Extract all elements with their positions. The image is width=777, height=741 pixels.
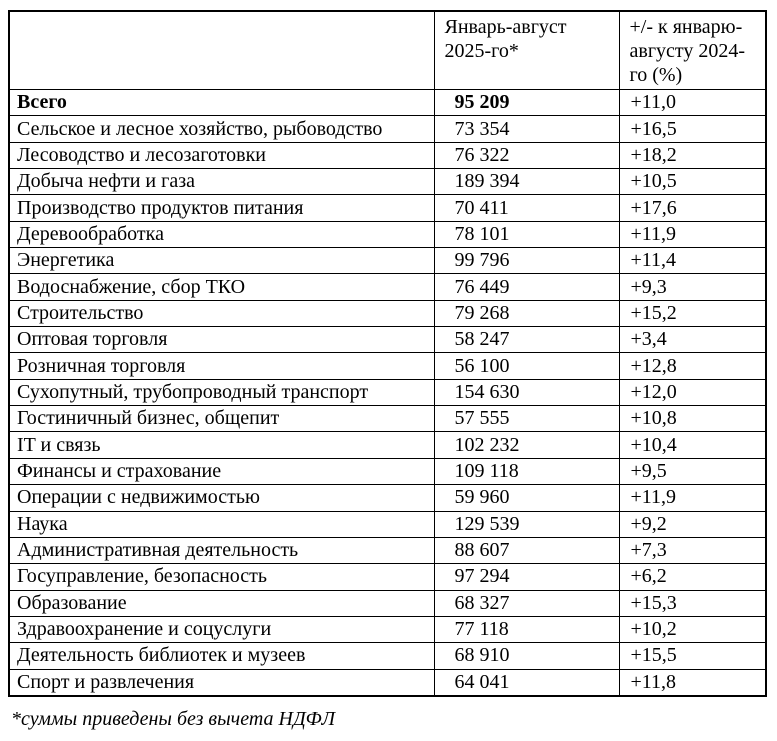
row-change-value: +10,4 bbox=[619, 432, 766, 458]
row-industry-label: Добыча нефти и газа bbox=[9, 169, 434, 195]
table-row bbox=[9, 169, 766, 195]
row-salary-value: 95 209 bbox=[434, 90, 619, 116]
row-change-value: +9,2 bbox=[619, 511, 766, 537]
header-change: +/- к январю-августу 2024-го (%) bbox=[619, 11, 766, 90]
header-industry bbox=[9, 11, 434, 90]
row-change-value: +9,3 bbox=[619, 274, 766, 300]
row-industry-label: Деятельность библиотек и музеев bbox=[9, 643, 434, 669]
table-row bbox=[9, 669, 766, 696]
row-change-value: +11,0 bbox=[619, 90, 766, 116]
row-salary-value: 129 539 bbox=[434, 511, 619, 537]
table-body bbox=[9, 90, 766, 696]
table-row bbox=[9, 485, 766, 511]
table-row bbox=[9, 458, 766, 484]
row-salary-value: 99 796 bbox=[434, 248, 619, 274]
row-salary-value: 64 041 bbox=[434, 669, 619, 696]
row-industry-label: Наука bbox=[9, 511, 434, 537]
row-industry-label: Спорт и развлечения bbox=[9, 669, 434, 696]
table-row bbox=[9, 274, 766, 300]
table-row bbox=[9, 353, 766, 379]
row-industry-label: Операции с недвижимостью bbox=[9, 485, 434, 511]
row-salary-value: 109 118 bbox=[434, 458, 619, 484]
table-row bbox=[9, 564, 766, 590]
row-salary-value: 68 910 bbox=[434, 643, 619, 669]
table-row bbox=[9, 142, 766, 168]
row-industry-label: IT и связь bbox=[9, 432, 434, 458]
table-row bbox=[9, 221, 766, 247]
row-change-value: +9,5 bbox=[619, 458, 766, 484]
row-salary-value: 76 449 bbox=[434, 274, 619, 300]
row-salary-value: 78 101 bbox=[434, 221, 619, 247]
row-change-value: +7,3 bbox=[619, 537, 766, 563]
row-salary-value: 88 607 bbox=[434, 537, 619, 563]
row-industry-label: Сухопутный, трубопроводный транспорт bbox=[9, 379, 434, 405]
row-industry-label: Сельское и лесное хозяйство, рыбоводство bbox=[9, 116, 434, 142]
row-change-value: +18,2 bbox=[619, 142, 766, 168]
row-change-value: +11,8 bbox=[619, 669, 766, 696]
header-row bbox=[9, 11, 766, 90]
row-salary-value: 79 268 bbox=[434, 300, 619, 326]
table-row bbox=[9, 643, 766, 669]
row-change-value: +15,2 bbox=[619, 300, 766, 326]
row-salary-value: 189 394 bbox=[434, 169, 619, 195]
row-change-value: +3,4 bbox=[619, 327, 766, 353]
row-salary-value: 102 232 bbox=[434, 432, 619, 458]
row-industry-label: Здравоохранение и соцуслуги bbox=[9, 616, 434, 642]
table-row bbox=[9, 616, 766, 642]
row-salary-value: 56 100 bbox=[434, 353, 619, 379]
table-row bbox=[9, 537, 766, 563]
row-industry-label: Гостиничный бизнес, общепит bbox=[9, 406, 434, 432]
row-change-value: +10,5 bbox=[619, 169, 766, 195]
row-change-value: +11,9 bbox=[619, 485, 766, 511]
row-change-value: +10,2 bbox=[619, 616, 766, 642]
row-change-value: +15,5 bbox=[619, 643, 766, 669]
table-row bbox=[9, 195, 766, 221]
row-salary-value: 68 327 bbox=[434, 590, 619, 616]
table-row bbox=[9, 327, 766, 353]
row-salary-value: 57 555 bbox=[434, 406, 619, 432]
row-industry-label: Строительство bbox=[9, 300, 434, 326]
row-industry-label: Оптовая торговля bbox=[9, 327, 434, 353]
row-industry-label: Деревообработка bbox=[9, 221, 434, 247]
row-industry-label: Энергетика bbox=[9, 248, 434, 274]
row-salary-value: 97 294 bbox=[434, 564, 619, 590]
table-row bbox=[9, 248, 766, 274]
row-industry-label: Водоснабжение, сбор ТКО bbox=[9, 274, 434, 300]
table-row bbox=[9, 511, 766, 537]
row-change-value: +10,8 bbox=[619, 406, 766, 432]
table-row bbox=[9, 406, 766, 432]
row-industry-label: Розничная торговля bbox=[9, 353, 434, 379]
row-industry-label: Производство продуктов питания bbox=[9, 195, 434, 221]
row-change-value: +11,4 bbox=[619, 248, 766, 274]
row-salary-value: 59 960 bbox=[434, 485, 619, 511]
row-salary-value: 76 322 bbox=[434, 142, 619, 168]
table-row bbox=[9, 379, 766, 405]
row-change-value: +15,3 bbox=[619, 590, 766, 616]
row-industry-label: Финансы и страхование bbox=[9, 458, 434, 484]
row-change-value: +12,0 bbox=[619, 379, 766, 405]
row-change-value: +12,8 bbox=[619, 353, 766, 379]
table-row bbox=[9, 432, 766, 458]
table-header bbox=[9, 11, 766, 90]
row-salary-value: 58 247 bbox=[434, 327, 619, 353]
row-salary-value: 73 354 bbox=[434, 116, 619, 142]
header-period: Январь-август 2025-го* bbox=[434, 11, 619, 90]
row-change-value: +6,2 bbox=[619, 564, 766, 590]
row-salary-value: 154 630 bbox=[434, 379, 619, 405]
row-industry-label: Всего bbox=[9, 90, 434, 116]
row-change-value: +16,5 bbox=[619, 116, 766, 142]
table-row bbox=[9, 300, 766, 326]
row-salary-value: 70 411 bbox=[434, 195, 619, 221]
row-change-value: +17,6 bbox=[619, 195, 766, 221]
row-industry-label: Лесоводство и лесозаготовки bbox=[9, 142, 434, 168]
salary-by-industry-table bbox=[8, 10, 767, 697]
row-salary-value: 77 118 bbox=[434, 616, 619, 642]
table-row bbox=[9, 116, 766, 142]
table-row bbox=[9, 590, 766, 616]
row-change-value: +11,9 bbox=[619, 221, 766, 247]
footnote: *суммы приведены без вычета НДФЛ bbox=[11, 708, 336, 730]
row-industry-label: Госуправление, безопасность bbox=[9, 564, 434, 590]
row-industry-label: Образование bbox=[9, 590, 434, 616]
table-row bbox=[9, 90, 766, 116]
row-industry-label: Административная деятельность bbox=[9, 537, 434, 563]
